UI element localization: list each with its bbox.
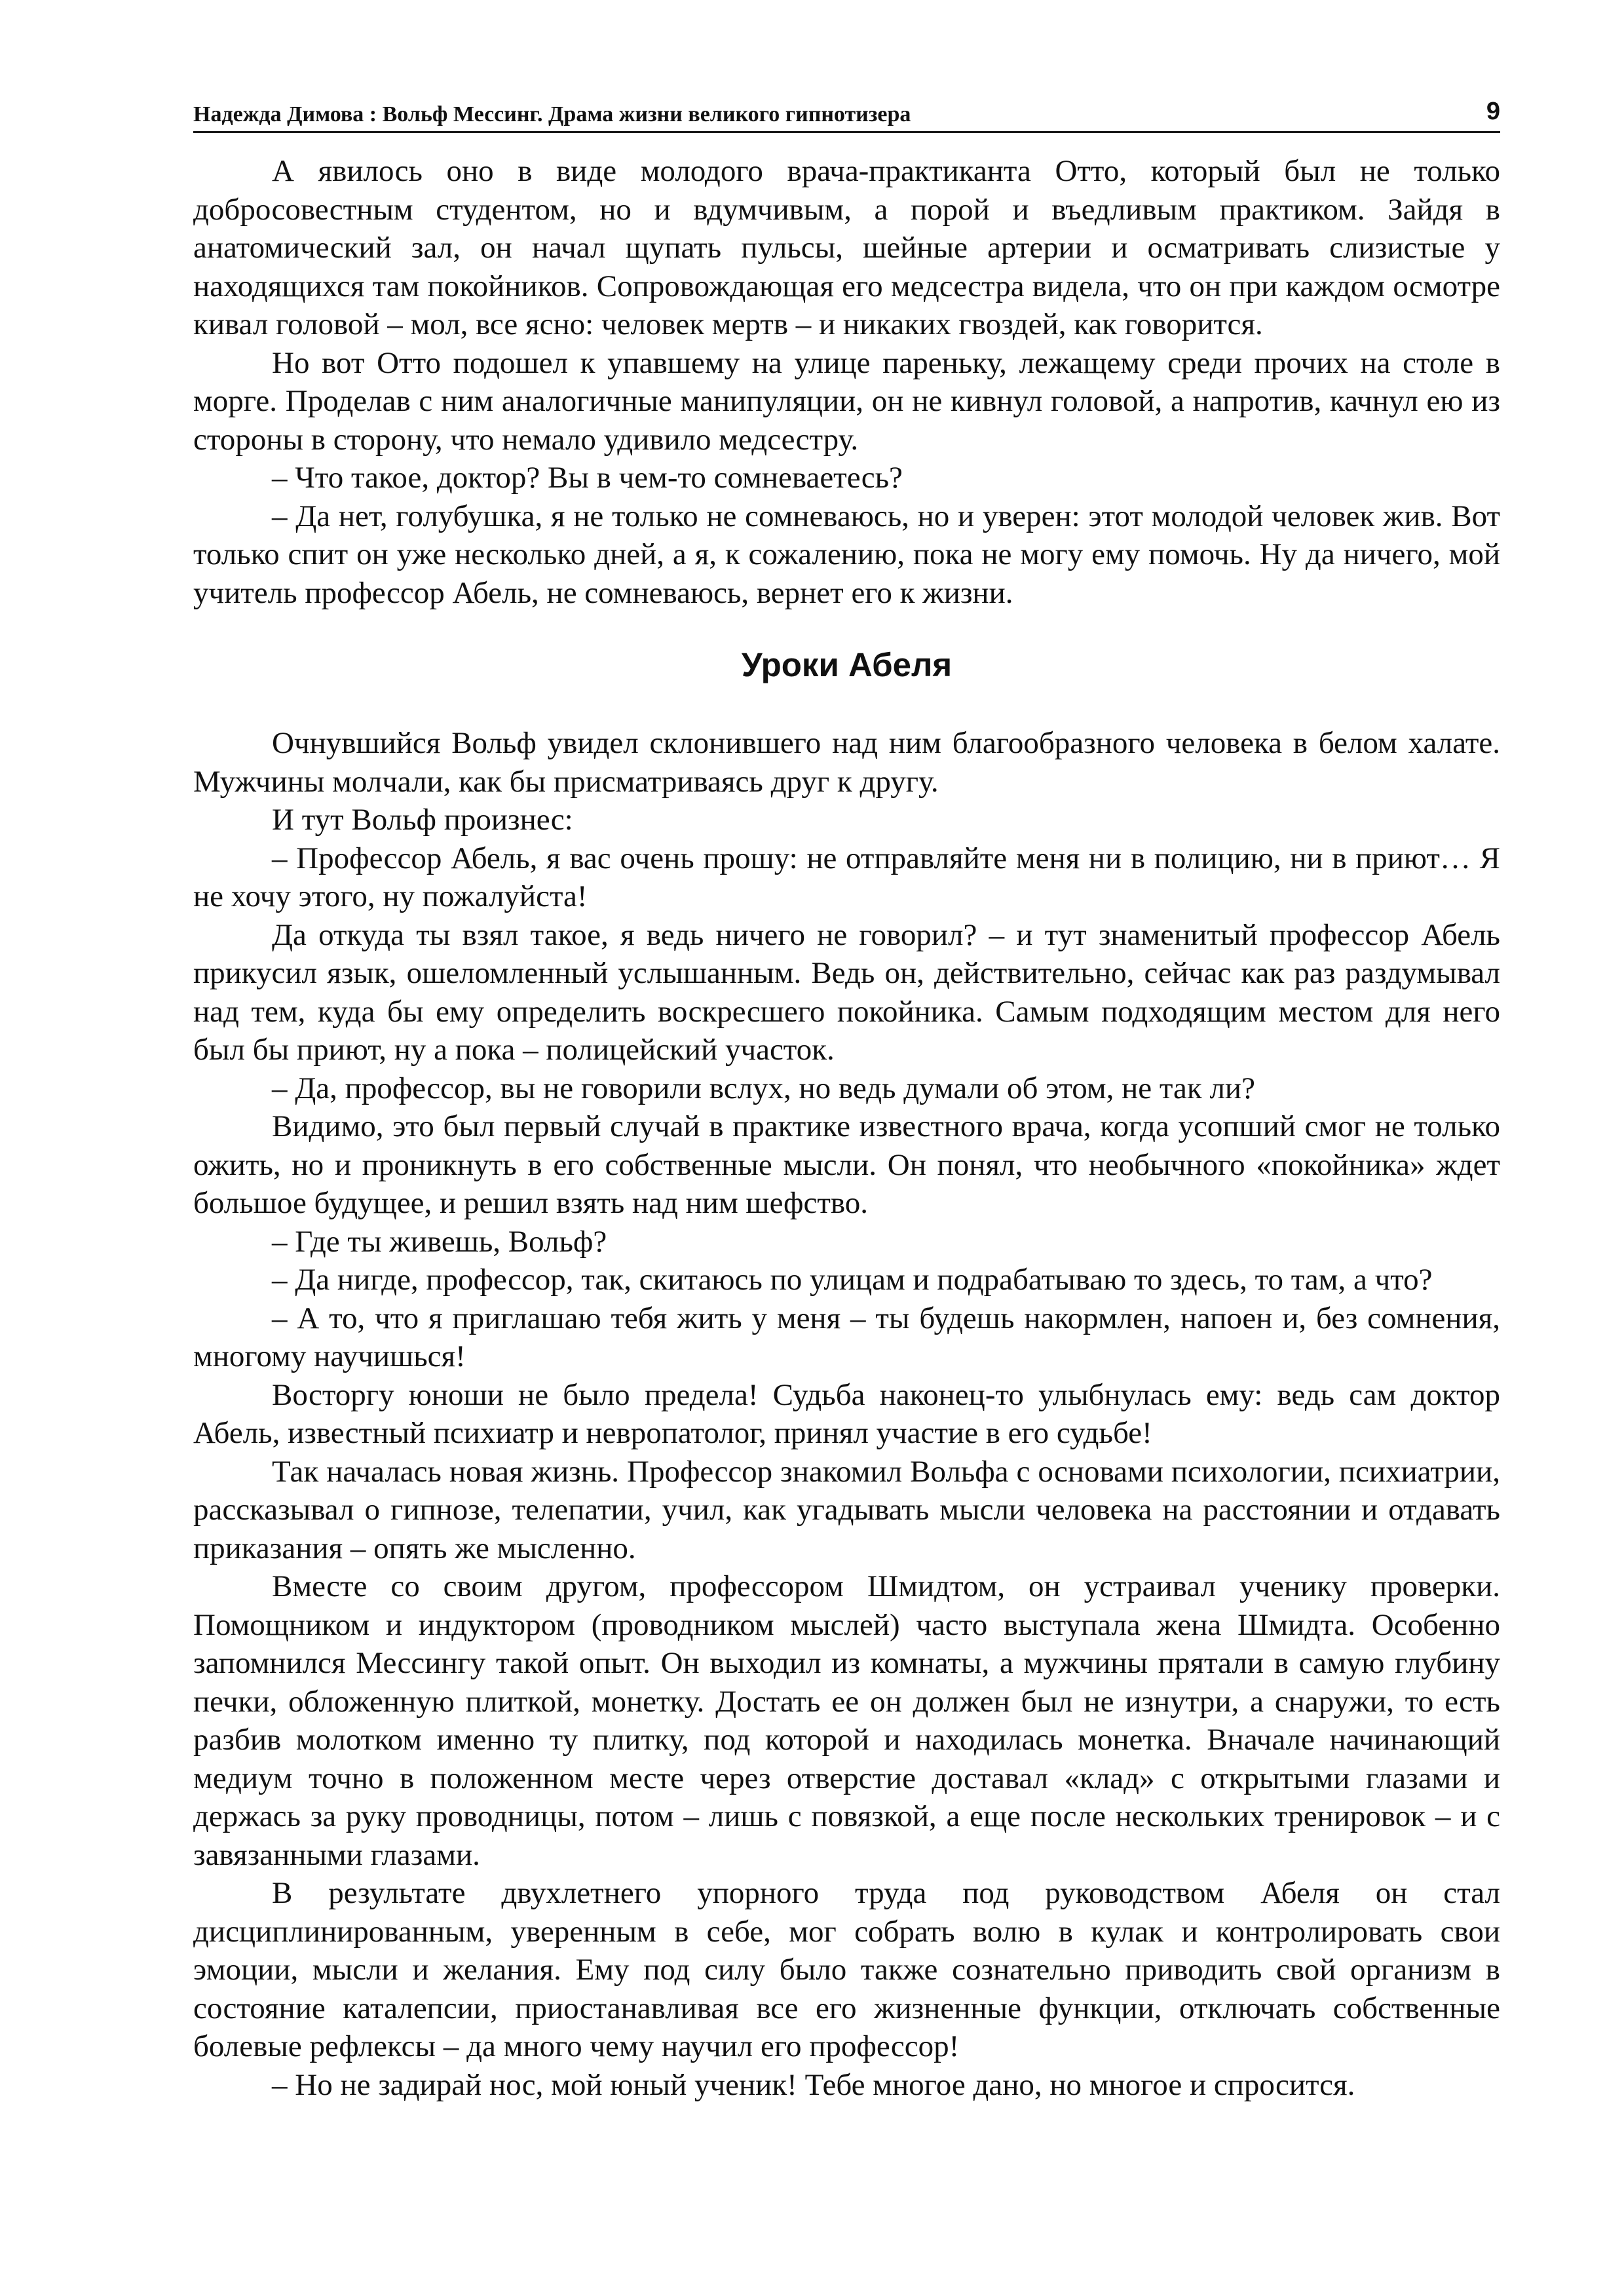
section-heading: Уроки Абеля xyxy=(741,646,953,683)
paragraph: А явилось оно в виде молодого врача-практиканта Отто, который был не только добросовестным студентом, но и вдумчивым, а порой и въедливым практиком. Зайдя в анатомический зал, он начал щупать пульсы, шейные артерии и осматривать слизистые у находящихся там покойников. Сопровождающая его медсестра видела, что он при каждом осмотре кивал головой – мол, все ясно: человек мертв – и никаких гвоздей, как говорится. xyxy=(193,154,1500,341)
paragraph: Так началась новая жизнь. Профессор знакомил Вольфа с основами психологии, психиатрии, рассказывал о гипнозе, телепатии, учил, как угадывать мысли человека на расстоянии и отдавать приказания – опять же мысленно. xyxy=(193,1454,1500,1565)
paragraph: И тут Вольф произнес: xyxy=(272,803,573,837)
paragraph: – Что такое, доктор? Вы в чем-то сомневаетесь? xyxy=(272,461,903,495)
paragraph: – Профессор Абель, я вас очень прошу: не отправляйте меня ни в полицию, ни в приют… Я не хочу этого, ну пожалуйста! xyxy=(193,841,1500,913)
paragraph: Да откуда ты взял такое, я ведь ничего не говорил? – и тут знаменитый профессор Абель прикусил язык, ошеломленный услышанным. Ведь он, действительно, сейчас как раз раздумывал над тем, куда бы ему определить воскресшего покойника. Самым подходящим местом для него был бы приют, ну а пока – полицейский участок. xyxy=(193,917,1500,1067)
paragraph: Но вот Отто подошел к упавшему на улице пареньку, лежащему среди прочих на столе в морге. Проделав с ним аналогичные манипуляции, он не кивнул головой, а напротив, качнул ею из стороны в сторону, что немало удивило медсестру. xyxy=(193,345,1500,457)
paragraph: Восторгу юноши не было предела! Судьба наконец-то улыбнулась ему: ведь сам доктор Абель, известный психиатр и невропатолог, принял участие в его судьбе! xyxy=(193,1377,1500,1450)
paragraph: Вместе со своим другом, профессором Шмидтом, он устраивал ученику проверки. Помощником и индуктором (проводником мыслей) часто выступала жена Шмидта. Особенно запомнился Мессингу такой опыт. Он выходил из комнаты, а мужчины прятали в самую глубину печки, обложенную плиткой, монетку. Достать ее он должен был не изнутри, а снаружи, то есть разбив молотком именно ту плитку, под которой и находилась монетка. Вначале начинающий медиум точно в положенном месте через отверстие доставал «клад» с открытыми глазами и держась за руку проводницы, потом – лишь с повязкой, а еще после нескольких тренировок – и с завязанными глазами. xyxy=(193,1569,1500,1872)
paragraph: Очнувшийся Вольф увидел склонившего над ним благообразного человека в белом халате. Мужчины молчали, как бы присматриваясь друг к другу. xyxy=(193,726,1500,799)
paragraph: – А то, что я приглашаю тебя жить у меня – ты будешь накормлен, напоен и, без сомнения, многому научишься! xyxy=(193,1301,1500,1373)
running-header xyxy=(193,92,1500,133)
paragraph: – Да нигде, профессор, так, скитаюсь по улицам и подрабатываю то здесь, то там, а что? xyxy=(272,1263,1433,1297)
paragraph: – Да нет, голубушка, я не только не сомневаюсь, но и уверен: этот молодой человек жив. Вот только спит он уже несколько дней, а я, к сожалению, пока не могу ему помочь. Ну да ничего, мой учитель профессор Абель, не сомневаюсь, вернет его к жизни. xyxy=(193,499,1500,610)
paragraph: В результате двухлетнего упорного труда под руководством Абеля он стал дисциплинированным, уверенным в себе, мог собрать волю в кулак и контролировать свои эмоции, мысли и желания. Ему под силу было также сознательно приводить свой организм в состояние каталепсии, приостанавливая все его жизненные функции, отключать собственные болевые рефлексы – да много чему научил его профессор! xyxy=(193,1876,1500,2063)
paragraph: – Но не задирай нос, мой юный ученик! Тебе многое дано, но многое и спросится. xyxy=(272,2067,1355,2102)
header-title: Надежда Димова : Вольф Мессинг. Драма жизни великого гипнотизера xyxy=(193,102,911,126)
paragraph: – Где ты живешь, Вольф? xyxy=(272,1224,607,1259)
paragraph: Видимо, это был первый случай в практике известного врача, когда усопший смог не только ожить, но и проникнуть в его собственные мысли. Он понял, что необычного «покойника» ждет большое будущее, и решил взять над ним шефство. xyxy=(193,1109,1500,1220)
page-number: 9 xyxy=(1486,98,1500,125)
paragraph: – Да, профессор, вы не говорили вслух, но ведь думали об этом, не так ли? xyxy=(272,1071,1255,1105)
section-2-text xyxy=(193,724,1500,2104)
section-1-text xyxy=(193,152,1500,612)
